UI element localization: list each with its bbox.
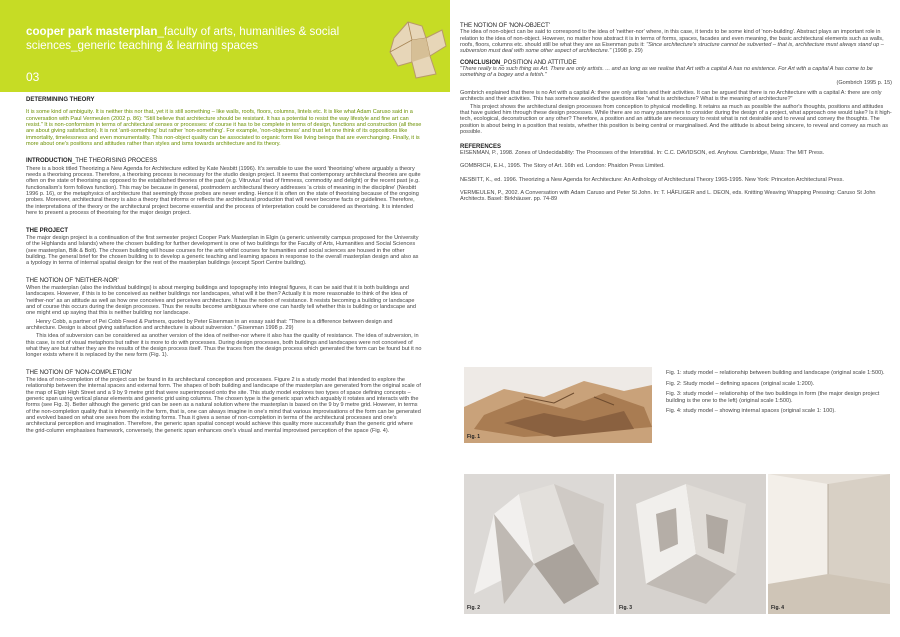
figure-3-model bbox=[616, 474, 766, 614]
reference-item: EISENMAN, P., 1998. Zones of Undecidability: The Processes of the Interstitial. In: C.C. DAVIDSON, ed. Anyhow. Cambridge, Mass: The MIT Press. bbox=[460, 149, 825, 156]
figure-1-model bbox=[464, 367, 652, 443]
nonobject-title: THE NOTION OF 'NON-OBJECT' bbox=[460, 23, 550, 29]
nonobject-body: The idea of non-object can be said to correspond to the idea of 'neither-nor' where, in this case, it tends to be some kind of 'non-building'. Abstract plays an important role in relation to the idea of non-object. However, no matter how abstract it is in terms of forms, spaces, facades and even meaning, the basic architectural elements such as walls, roofs, floors, columns etc. should still be what they are as Eisenman puts it: bbox=[460, 29, 884, 49]
figure-2-image bbox=[464, 474, 614, 614]
neither-text: When the masterplan (also the individual buildings) is about merging buildings and topography into integral figures, it can be said that it is both buildings and landscapes. However, if this is to be conceived as neither buildings nor landscapes, what will it be then? Actually it is more reasonable to think of the idea of 'neither-nor' as an attitude as well as how one conceives and perceives architecture. It has the notion of resistance. It resists becoming a building or landscape and of course this occurs during the design processes. Thus the results become ambiguous where one can hardly tell whether this is building or landscape and one might end up saying that this is neither building nor landscape. bbox=[26, 284, 416, 317]
figure-2-model bbox=[464, 474, 614, 614]
figure-1-image bbox=[464, 367, 652, 443]
subversion-text: This idea of subversion can be considered as another version of the idea of neither-nor where it also has the quality of resistance. The idea of subversion, in this case, is not of visual metaphors but rather it is more to do with processes. During design processes, both buildings and landscapes were not conceived of what they are but rather they are the results of the design process itself. Thus the traces from the design process which generated the form can be found but it no longer exists where it is replaced by the new form (Fig. 1). bbox=[26, 333, 422, 359]
references-title: REFERENCES bbox=[460, 143, 502, 150]
figure-3-image bbox=[616, 474, 766, 614]
reference-item: VERMEULEN, P., 2002. A Conversation with Adam Caruso and Peter St John. In: T. HÄFLIGER and L. DEON, eds. Knitting Weaving Wrapping Pressing: Caruso St John Architects. Basel: Birkhäuser. pp. 74-89 bbox=[460, 189, 876, 203]
right-page bbox=[450, 0, 900, 637]
noncompletion-text: The idea of non-completion of the project can be found in its architectural conception and processes. Figure 2 is a study model that intended to explore the relationship between the internal spaces and external form. The shapes of both building and landscape of the masterplan are generated from the original scale of the map of Elgin High Street and a 9 by 9 metre grid that were superimposed onto the site. This study model explores two types of space defining concepts – generic span using vertical planar elements and generic grid using columns. The chosen type is the generic span which arguably it rotates and interacts with the forms (see Fig. 3). Better although the generic grid can be seen as a natural solution where the masterplan is based on the 9 by 9 metre grid. However, in terms of the non-completion quality that is inherently in the form, that is, one can always imagine in one's mind that various improvisations of the form can be generated and evolved based on what one sees from the existing forms. Thus it gives a sense of non-completion in terms of the architectural processes and one's architectural perception and imagination. Therefore, the generic span spatial concept would achieve this quality more successfully than the generic grid where the grid-column emphasises framework, conversely, the generic span enhances one's visual and mental improvised perception of the space (Fig. 4). bbox=[26, 377, 421, 434]
reference-item: NESBITT, K., ed. 1996. Theorizing a New Agenda for Architecture: An Anthology of Architectural Theory 1965-1995. New York: Princeton Architectural Press. bbox=[460, 176, 844, 183]
determining-title: DETERMINING THEORY bbox=[26, 97, 95, 103]
intro-title bbox=[26, 158, 422, 164]
nonobject-cite: (1998 p. 29) bbox=[612, 48, 643, 55]
header-band bbox=[0, 0, 450, 92]
figure-caption: Fig. 4: study model – showing internal spaces (original scale 1: 100). bbox=[666, 408, 836, 415]
figure-captions bbox=[666, 370, 890, 419]
reference-item: GOMBRICH, E.H., 1995. The Story of Art. 16th ed. London: Phaidon Press Limited. bbox=[460, 163, 665, 170]
intro-text: There is a book titled Theorizing a New Agenda for Architecture edited by Kate Nesbitt (1996). It's sensible to use the word 'theorising' where arguably a theory needs a theorising process. Therefore, a theorising process is necessary for the studio design project. It seems that contemporary architectural theories are quite often on the state of theorising as opposed to the established theories of the past (e.g. Vitruvius' triad of firmness, commodity and delight) or the recent past (e.g. functionalism's form follows function). This may be because in general, postmodern architectural theory addresses 'a crisis of meaning in the discipline' (Nesbitt 1996 p. 16), or the metaphysics of architecture that seemingly those probes are never ending. Hence it is often on the state of theorising because of the ongoing probes. Moreover, architectural theory is also a theory that informs or reflects the architectural production that will never become facts or guidelines. Therefore, the interpretations of the theory or the architectural project become essential and the process of interpretation could be considered as theorising. It is intended here to present a process of theorising for the major design project. bbox=[26, 165, 421, 217]
conclusion-text-1: Gombrich explained that there is no Art with a capital A: there are only artists and their activities. It can be argued that there is no Architecture with a capital A: there are only architects and their activities. This has somehow avoided the questions like "what is architecture? What is the meaning of architecture?" bbox=[460, 90, 882, 103]
neither-title: THE NOTION OF 'NEITHER-NOR' bbox=[26, 277, 119, 284]
nonobject-text bbox=[460, 29, 892, 54]
intro-title-main: INTRODUCTION bbox=[26, 158, 72, 165]
figure-caption: Fig. 2: Study model – defining spaces (original scale 1:200). bbox=[666, 380, 815, 387]
conclusion-quote: "There really is no such thing as Art. There are only artists. ... and as long as we realise that Art with a capital A has no existence. For Art with a capital A has come to be something of a bogey and a fetish." bbox=[460, 66, 873, 79]
figure-caption: Fig. 1: study model – relationship between building and landscape (original scale 1:500). bbox=[666, 370, 885, 376]
figure-caption: Fig. 3: study model – relationship of the two buildings in form (the major design project building is the one to the left) (original scale 1:500). bbox=[666, 391, 880, 404]
right-body bbox=[460, 23, 892, 210]
conclusion-cite: (Gombrich 1995 p. 15) bbox=[836, 79, 892, 86]
cobb-text: Henry Cobb, a partner of Pei Cobb Freed & Partners, quoted by Peter Eisenman in an essay said that: "There is a difference between design and architecture. Design is about giving satisfaction and architecture is about subversion." (Eisenman 1998 p. 29) bbox=[26, 318, 393, 331]
page-title bbox=[26, 25, 356, 53]
title-rest: _faculty of arts, humanities & social sciences_generic teaching & learning spaces bbox=[26, 25, 340, 52]
figure-2-label: Fig. 2 bbox=[467, 605, 481, 611]
conclusion-text-2: This project shows the architectural design processes from conception to physical modelling. It retains as much as possible the author's thoughts, positions and attitudes that have guided him through these design processes. While there are so many parameters to consider during the design of a project, what approach one would take? Is it high-tech, ecological, deconstruction or any other? Therefore, a position and an attitude are necessary to resist what is not desirable and to reveal and convey the thoughts. The position is about being in a position that resists, whether this position is being central or marginalised. And the attitude is about being sincere, to reveal and convey as much as possible. bbox=[460, 103, 892, 136]
nonobject-quote: "Since architecture's structure cannot be subverted – that is, architecture must always stand up – subversion must deal with some other aspect of architecture." bbox=[460, 42, 884, 55]
figure-logo-icon bbox=[386, 16, 448, 82]
title-bold: cooper park masterplan bbox=[26, 25, 158, 38]
left-body bbox=[26, 97, 422, 436]
figure-1-label: Fig. 1 bbox=[467, 434, 481, 440]
project-text: The major design project is a continuation of the first semester project Cooper Park Masterplan in Elgin (a generic university campus proposed for the University of the Highlands and Islands) where the chosen building for further development is one of two buildings for the Faculty of Arts, Humanities and Social Sciences (see masterplan, Bilk & Bolt). The chosen building will house courses for the arts whilst courses for humanities and social sciences are housed in the other building. The general brief for the chosen building is to develop a generic teaching and learning spaces in response to the overall masterplan design and also as a typology in terms of internal spatial design for the rest of the masterplan buildings (except Sport Centre building). bbox=[26, 234, 419, 267]
figure-4-image bbox=[768, 474, 890, 614]
determining-text: It is some kind of ambiguity. It is neither this nor that, yet it is still something – like walls, roofs, floors, columns, lintels etc. It is like what Adam Caruso said in a conversation with Paul Vermeulen (2002 p. 86): "Still believe that architecture should be resistant. It has a potential to resist the way lifestyle and fine art can resist." It is non-conformism in terms of architectural senses or processes: of course it has to be complete in terms of design, functions and construction (all these are about giving satisfaction). It is not 'anti-something' but rather 'non-something'. For example, 'non-objectness' and trust let one think of its oppositions like immortality, timelessness and even monumentality. This non-object quality can be associated to organic form like living beings that are everchanging. Finally, it is more about one's positions and attitudes rather than styles and isms towards architecture and its theory. bbox=[26, 109, 422, 148]
conclusion-title-sub: _POSITION AND ATTITUDE bbox=[500, 59, 577, 66]
figure-3-label: Fig. 3 bbox=[619, 605, 633, 611]
noncompletion-title: THE NOTION OF 'NON-COMPLETION' bbox=[26, 369, 132, 376]
figure-4-label: Fig. 4 bbox=[771, 605, 785, 611]
intro-title-sub: _THE THEORISING PROCESS bbox=[72, 158, 158, 165]
conclusion-title-main: CONCLUSION bbox=[460, 59, 501, 66]
figure-4-model bbox=[768, 474, 890, 614]
project-title: THE PROJECT bbox=[26, 227, 69, 234]
page-number: 03 bbox=[26, 70, 40, 84]
